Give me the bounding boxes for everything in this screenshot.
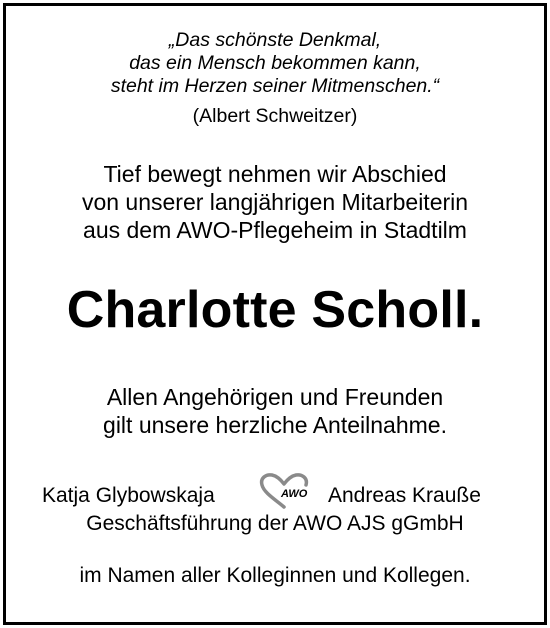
quote-line: das ein Mensch bekommen kann,: [129, 52, 421, 74]
awo-logo-text: AWO: [281, 488, 308, 500]
signer-role: Geschäftsführung der AWO AJS gGmbH: [86, 512, 464, 535]
intro-line: von unserer langjährigen Mitarbeiterin: [81, 189, 469, 215]
condolence-text: [0, 383, 550, 439]
intro-line: aus dem AWO-Pflegeheim in Stadtilm: [83, 217, 467, 243]
condolence-line: gilt unsere herzliche Anteilnahme.: [103, 412, 447, 438]
closing-line: im Namen aller Kolleginnen und Kollegen.: [79, 564, 471, 587]
signer-right-name: Andreas Krauße: [328, 484, 481, 507]
farewell-intro: [0, 160, 550, 244]
condolence-line: Allen Angehörigen und Freunden: [106, 384, 444, 410]
quote-block: [0, 29, 550, 98]
signer-row: [0, 483, 550, 509]
quote-line: „Das schönste Denkmal,: [168, 29, 382, 51]
quote-author: (Albert Schweitzer): [192, 105, 358, 127]
intro-line: Tief bewegt nehmen wir Abschied: [103, 161, 447, 187]
quote-line: steht im Herzen seiner Mitmenschen.“: [110, 75, 440, 97]
awo-heart-logo-icon: [258, 472, 310, 510]
deceased-name: Charlotte Scholl.: [66, 281, 484, 339]
signer-left-name: Katja Glybowskaja: [42, 484, 215, 507]
signatories: [0, 483, 550, 537]
